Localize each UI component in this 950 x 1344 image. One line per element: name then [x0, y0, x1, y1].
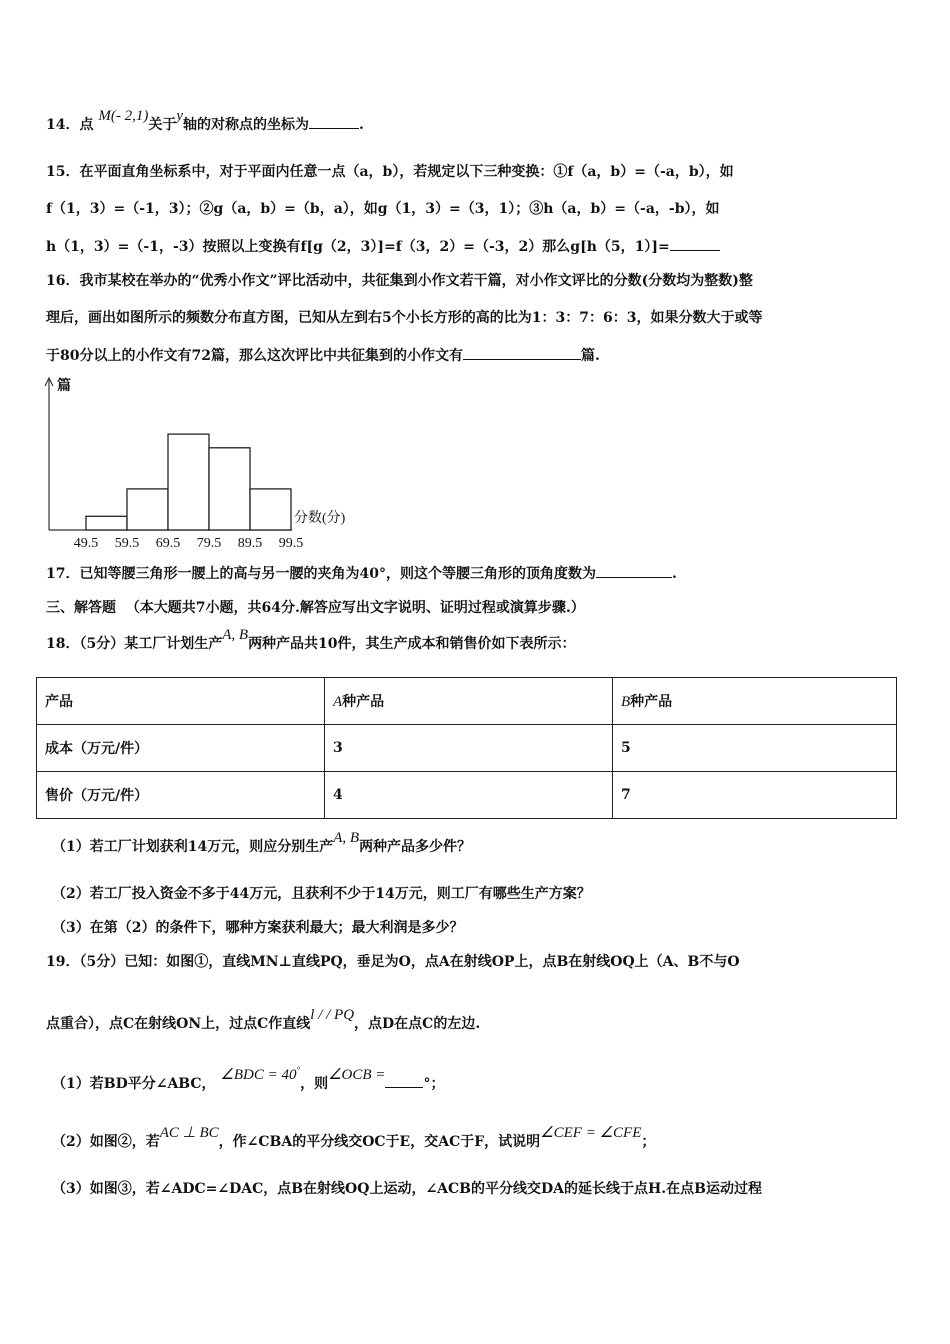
question-19-sub-3: （3）如图③，若∠ADC=∠DAC，点B在射线OQ上运动，∠ACB的平分线交DA的延长线于点H.在点B运动过程	[52, 1181, 762, 1197]
histogram-bar	[86, 516, 127, 530]
question-18-sub-1: （1）若工厂计划获利14万元，则应分别生产A, B两种产品多少件？	[52, 830, 472, 855]
question-18: 18．（5分）某工厂计划生产A, B两种产品共10件，其生产成本和销售价如下表所示：	[46, 627, 576, 652]
x-tick-label: 89.5	[237, 536, 263, 551]
x-tick-label: 99.5	[278, 536, 304, 551]
table-row	[37, 725, 897, 772]
x-tick-label: 49.5	[73, 536, 99, 551]
line-parallel-math: l / / PQ	[310, 1007, 355, 1023]
table-header-cell: B种产品	[613, 678, 897, 725]
question-17: 17．已知等腰三角形一腰上的高与另一腰的夹角为40°，则这个等腰三角形的顶角度数为 .	[46, 563, 677, 584]
x-tick-label: 69.5	[155, 536, 181, 551]
histogram-bars	[86, 434, 291, 530]
y-axis-math: y	[176, 108, 184, 124]
table-row	[37, 772, 897, 819]
x-tick-label: 59.5	[114, 536, 140, 551]
angle-bdc-math: ∠BDC = 40°	[220, 1065, 301, 1083]
answer-blank	[670, 236, 720, 251]
table-cell: 4	[325, 772, 613, 819]
y-axis-label: 篇	[57, 378, 71, 394]
question-16-line-1: 16．我市某校在举办的“优秀小作文”评比活动中，共征集到小作文若干篇，对小作文评比的分数(分数均为整数)整	[46, 273, 753, 289]
table-cell: 售价（万元/件）	[37, 772, 325, 819]
histogram-bar	[250, 489, 291, 530]
section-3-header: 三、解答题 （本大题共7小题，共64分.解答应写出文字说明、证明过程或演算步骤.）	[46, 600, 585, 616]
angle-ocb-math: ∠OCB =	[328, 1067, 386, 1083]
table-header-cell: 产品	[37, 678, 325, 725]
question-19-line-1: 19．（5分）已知：如图①，直线MN⊥直线PQ，垂足为O，点A在射线OP上，点B在射线OQ上（A、B不与O	[46, 954, 740, 970]
answer-blank	[463, 345, 581, 360]
table-header-cell: A种产品	[325, 678, 613, 725]
histogram-bar	[127, 489, 168, 530]
point-m-math: M(- 2,1)	[98, 108, 149, 124]
table-cell: 成本（万元/件）	[37, 725, 325, 772]
x-axis-label: 分数(分)	[294, 511, 346, 526]
table-cell: 5	[613, 725, 897, 772]
question-15-line-1: 15．在平面直角坐标系中，对于平面内任意一点（a，b），若规定以下三种变换：①f（a，b）=（-a，b），如	[46, 164, 734, 180]
histogram-tick-labels	[74, 536, 304, 551]
question-16-line-2: 理后，画出如图所示的频数分布直方图，已知从左到右5个小长方形的高的比为1：3：7：6：3，如果分数大于或等	[46, 310, 763, 326]
question-19-sub-1: （1）若BD平分∠ABC， ∠BDC = 40°，则∠OCB =°；	[52, 1065, 445, 1092]
answer-blank	[309, 114, 359, 129]
table-cell: 3	[325, 725, 613, 772]
answer-blank	[385, 1073, 423, 1088]
answer-blank	[596, 563, 672, 578]
question-19-sub-2: （2）如图②，若AC ⊥ BC，作∠CBA的平分线交OC于E，交AC于F，试说明∠CEF = ∠CFE；	[52, 1125, 656, 1150]
ac-perp-bc-math: AC ⊥ BC	[159, 1125, 219, 1141]
histogram-bar	[209, 448, 250, 530]
question-18-sub-2: （2）若工厂投入资金不多于44万元，且获利不少于14万元，则工厂有哪些生产方案？	[52, 886, 591, 902]
question-16-line-3: 于80分以上的小作文有72篇，那么这次评比中共征集到的小作文有 篇.	[46, 345, 600, 366]
ab-vars-math: A, B	[333, 830, 360, 846]
table-header-row	[37, 678, 897, 725]
x-tick-label: 79.5	[196, 536, 222, 551]
question-18-sub-3: （3）在第（2）的条件下，哪种方案获利最大；最大利润是多少？	[52, 920, 464, 936]
question-14: 14．点 M(- 2,1)关于y轴的对称点的坐标为 .	[46, 108, 364, 133]
product-table	[36, 677, 897, 819]
question-19-line-2: 点重合），点C在射线ON上，过点C作直线l / / PQ，点D在点C的左边.	[46, 1007, 481, 1032]
question-15-line-2: f（1，3）=（-1，3）；②g（a，b）=（b，a），如g（1，3）=（3，1）；③h（a，b）=（-a，-b），如	[46, 201, 720, 217]
ab-vars-math: A, B	[222, 627, 249, 643]
question-15-line-3: h（1，3）=（-1，-3）按照以上变换有f[g（2，3）]=f（3，2）=（-3，2）那么g[h（5，1）]=	[46, 236, 720, 257]
angle-cef-cfe-math: ∠CEF = ∠CFE	[540, 1125, 642, 1141]
frequency-histogram	[40, 372, 370, 554]
table-cell: 7	[613, 772, 897, 819]
histogram-bar	[168, 434, 209, 530]
